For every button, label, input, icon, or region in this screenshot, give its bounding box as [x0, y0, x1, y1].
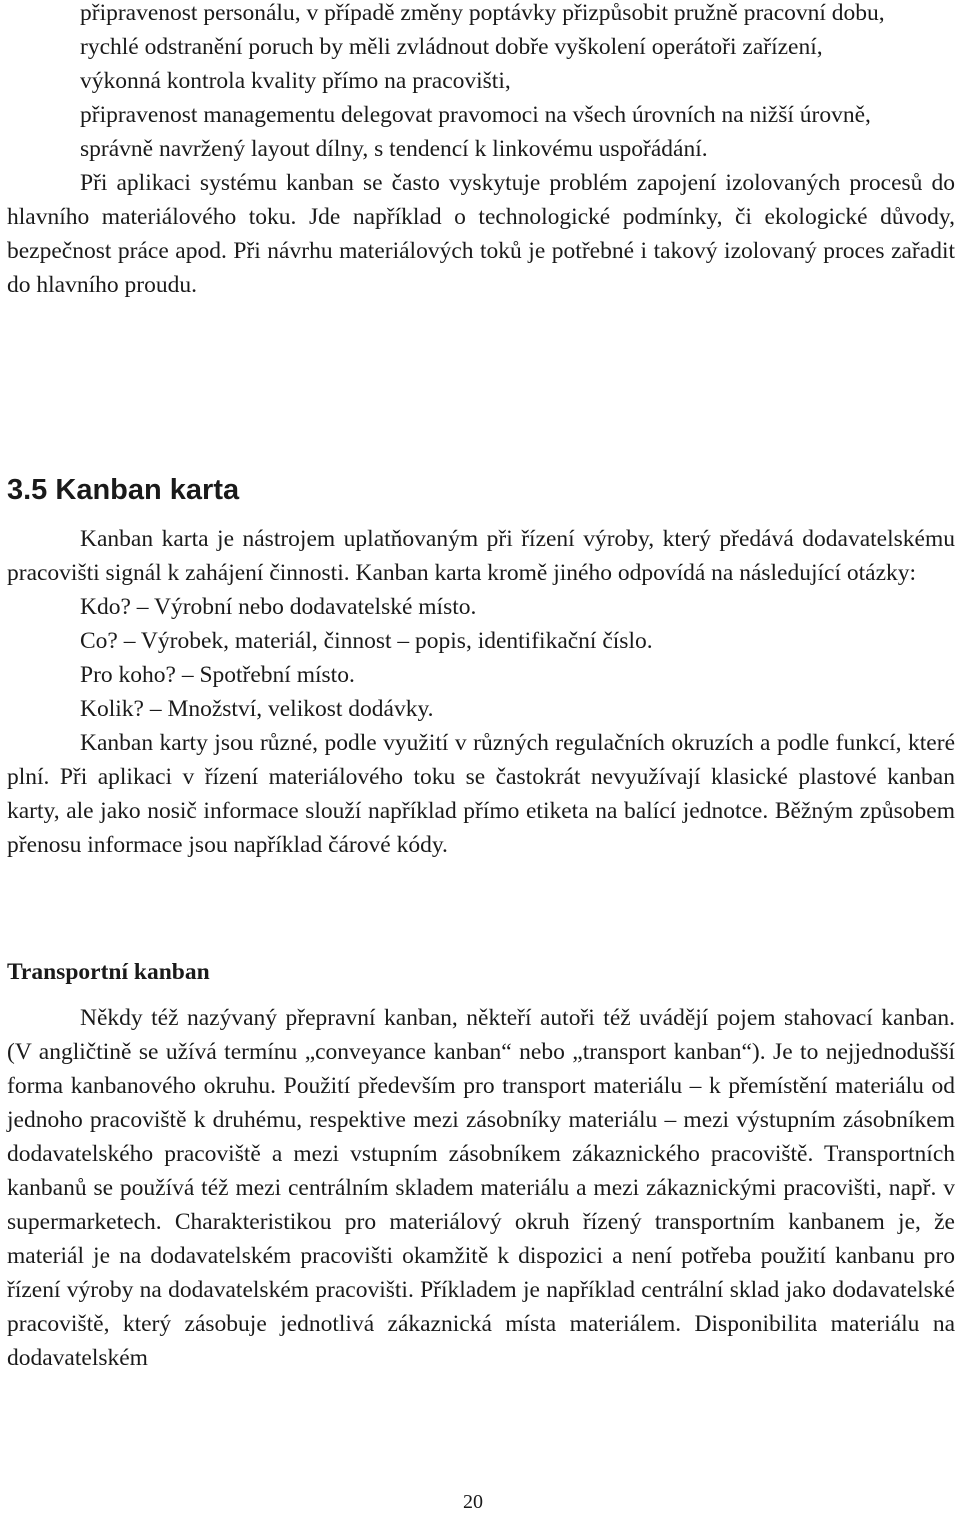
- question-item: Co? – Výrobek, materiál, činnost – popis, identifikační číslo.: [80, 628, 653, 654]
- question-item: Pro koho? – Spotřební místo.: [80, 662, 355, 688]
- section-heading: 3.5 Kanban karta: [7, 474, 240, 506]
- subsection-paragraph: Někdy též nazývaný přepravní kanban, někteří autoři též uvádějí pojem stahovací kanban. (V angličtině se užívá termínu „conveyance kanban“ nebo „transport kanban“). Je to nejjednodušší forma kanbanového okruhu. Použití především pro transport materiálu – k přemístění materiálu od jednoho pracoviště k druhému, respektive mezi zásobníky materiálu – mezi výstupním zásobníkem dodavatelského pracoviště a mezi vstupním zásobníkem zákaznického pracoviště. Transportních kanbanů se používá též mezi centrálním skladem materiálu a mezi zákaznickými pracovišti, např. v supermarketech. Charakteristikou pro materiálový okruh řízený transportním kanbanem je, že materiál je na dodavatelském pracovišti okamžitě k dispozici a není potřeba použití kanbanu pro řízení výroby na dodavatelském pracovišti. Příkladem je například centrální sklad jako dodavatelské pracoviště, který zásobuje jednotlivá zákaznická místa materiálem. Disponibilita materiálu na dodavatelském: [7, 1005, 955, 1371]
- section-paragraph: Kanban karty jsou různé, podle využití v různých regulačních okruzích a podle funkcí, které plní. Při aplikaci v řízení materiálového toku se častokrát nevyužívají klasické plastové kanban karty, ale jako nosič informace slouží například přímo etiketa na balící jednotce. Běžným způsobem přenosu informace jsou například čárové kódy.: [7, 730, 955, 858]
- list-item: výkonná kontrola kvality přímo na pracovišti,: [80, 68, 511, 94]
- list-item: správně navržený layout dílny, s tendencí k linkovému uspořádání.: [80, 136, 708, 162]
- list-item: připravenost personálu, v případě změny poptávky přizpůsobit pružně pracovní dobu,: [80, 0, 885, 26]
- section-paragraph: Kanban karta je nástrojem uplatňovaným při řízení výroby, který předává dodavatelskému pracovišti signál k zahájení činnosti. Kanban karta kromě jiného odpovídá na následující otázky:: [7, 526, 955, 586]
- requirements-list: [7, 0, 955, 166]
- top-block: [7, 0, 955, 302]
- question-item: Kdo? – Výrobní nebo dodavatelské místo.: [80, 594, 477, 620]
- list-item: připravenost managementu delegovat pravomoci na všech úrovních na nižší úrovně,: [80, 102, 871, 128]
- questions-list: [7, 590, 955, 726]
- list-item: rychlé odstranění poruch by měli zvládnout dobře vyškolení operátoři zařízení,: [80, 34, 823, 60]
- intro-paragraph: Při aplikaci systému kanban se často vyskytuje problém zapojení izolovaných procesů do hlavního materiálového toku. Jde například o technologické podmínky, či ekologické důvody, bezpečnost práce apod. Při návrhu materiálových toků je potřebné i takový izolovaný proces zařadit do hlavního proudu.: [7, 170, 955, 298]
- question-item: Kolik? – Množství, velikost dodávky.: [80, 696, 434, 722]
- subsection-heading: Transportní kanban: [7, 959, 210, 985]
- transport-kanban-section: [7, 1001, 955, 1375]
- page-number: 20: [463, 1491, 483, 1513]
- kanban-card-section: [7, 522, 955, 862]
